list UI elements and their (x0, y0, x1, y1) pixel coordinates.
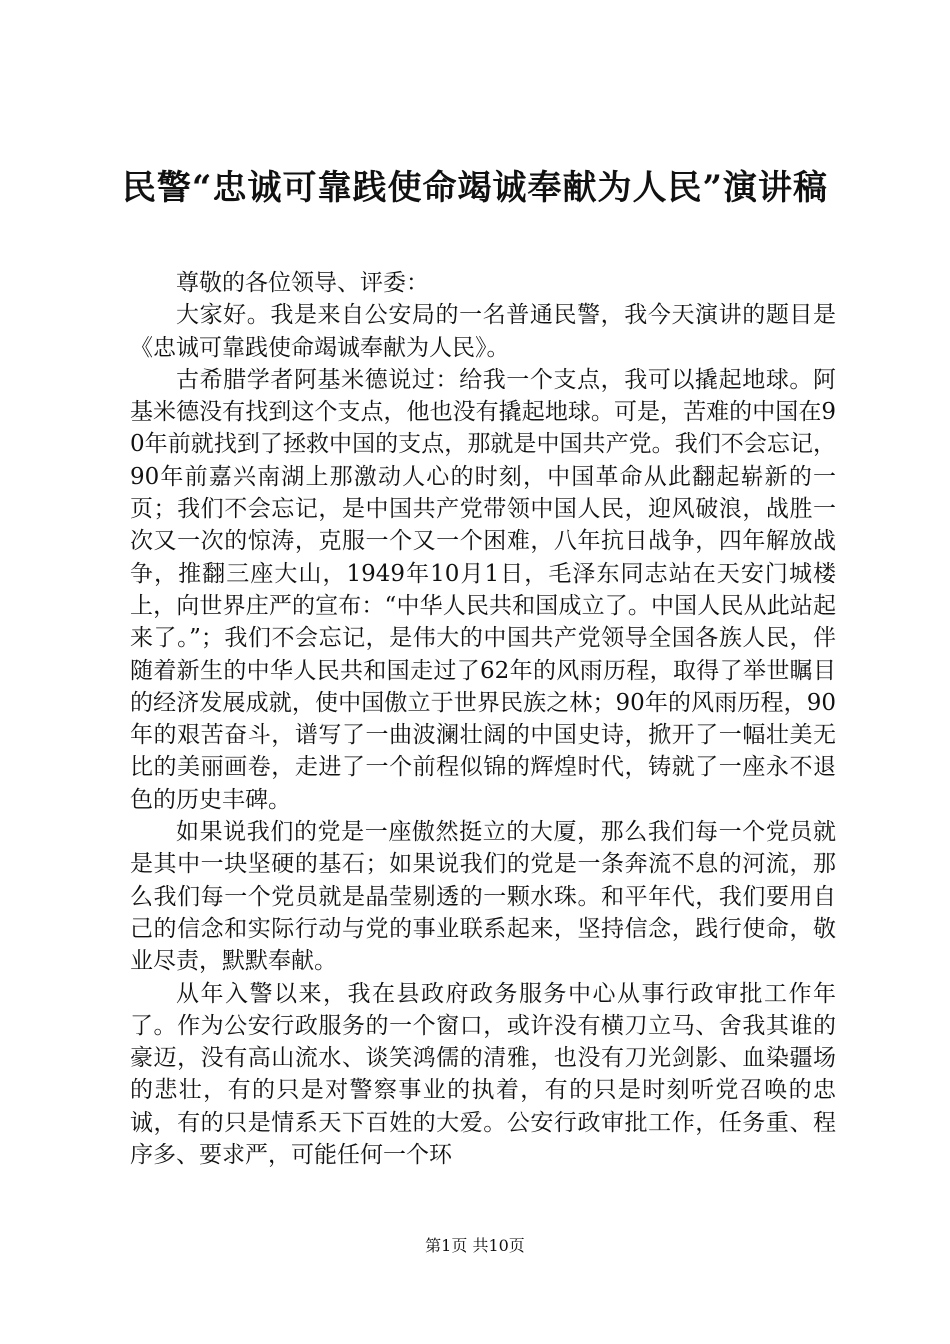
paragraph-work: 从年入警以来，我在县政府政务服务中心从事行政审批工作年了。作为公安行政服务的一个窗口，或许没有横刀立马、舍我其谁的豪迈，没有高山流水、谈笑鸿儒的清雅，也没有刀光剑影、血染疆场的悲壮，有的只是对警察事业的执着，有的只是时刻听党召唤的忠诚，有的只是情系天下百姓的大爱。公安行政审批工作，任务重、程序多、要求严，可能任何一个环 (130, 980, 836, 1169)
document-title: 民警“忠诚可靠践使命竭诚奉献为人民”演讲稿 (121, 168, 829, 208)
paragraph-party-members: 如果说我们的党是一座傲然挺立的大厦，那么我们每一个党员就是其中一块坚硬的基石；如果说我们的党是一条奔流不息的河流，那么我们每一个党员就是晶莹剔透的一颗水珠。和平年代，我们要用自己的信念和实际行动与党的事业联系起来，坚持信念，践行使命，敬业尽责，默默奉献。 (130, 819, 836, 975)
paragraph-greeting: 大家好。我是来自公安局的一名普通民警，我今天演讲的题目是《忠诚可靠践使命竭诚奉献为人民》。 (130, 302, 836, 361)
paragraph-salutation: 尊敬的各位领导、评委： (176, 270, 429, 296)
page-footer: 第1页 共10页 (425, 1236, 525, 1255)
paragraph-history: 古希腊学者阿基米德说过：给我一个支点，我可以撬起地球。阿基米德没有找到这个支点，他也没有撬起地球。可是，苦难的中国在90年前就找到了拯救中国的支点，那就是中国共产党。我们不会忘记，90年前嘉兴南湖上那激动人心的时刻，中国革命从此翻起崭新的一页；我们不会忘记，是中国共产党带领中国人民，迎风破浪，战胜一次又一次的惊涛，克服一个又一个困难，八年抗日战争，四年解放战争，推翻三座大山，1949年10月1日，毛泽东同志站在天安门城楼上，向世界庄严的宣布：“中华人民共和国成立了。中国人民从此站起来了。”；我们不会忘记，是伟大的中国共产党领导全国各族人民，伴随着新生的中华人民共和国走过了62年的风雨历程，取得了举世瞩目的经济发展成就，使中国傲立于世界民族之林；90年的风雨历程，90年的艰苦奋斗，谱写了一曲波澜壮阔的中国史诗，掀开了一幅壮美无比的美丽画卷，走进了一个前程似锦的辉煌时代，铸就了一座永不退色的历史丰碑。 (130, 366, 836, 813)
document-body (130, 267, 836, 1171)
